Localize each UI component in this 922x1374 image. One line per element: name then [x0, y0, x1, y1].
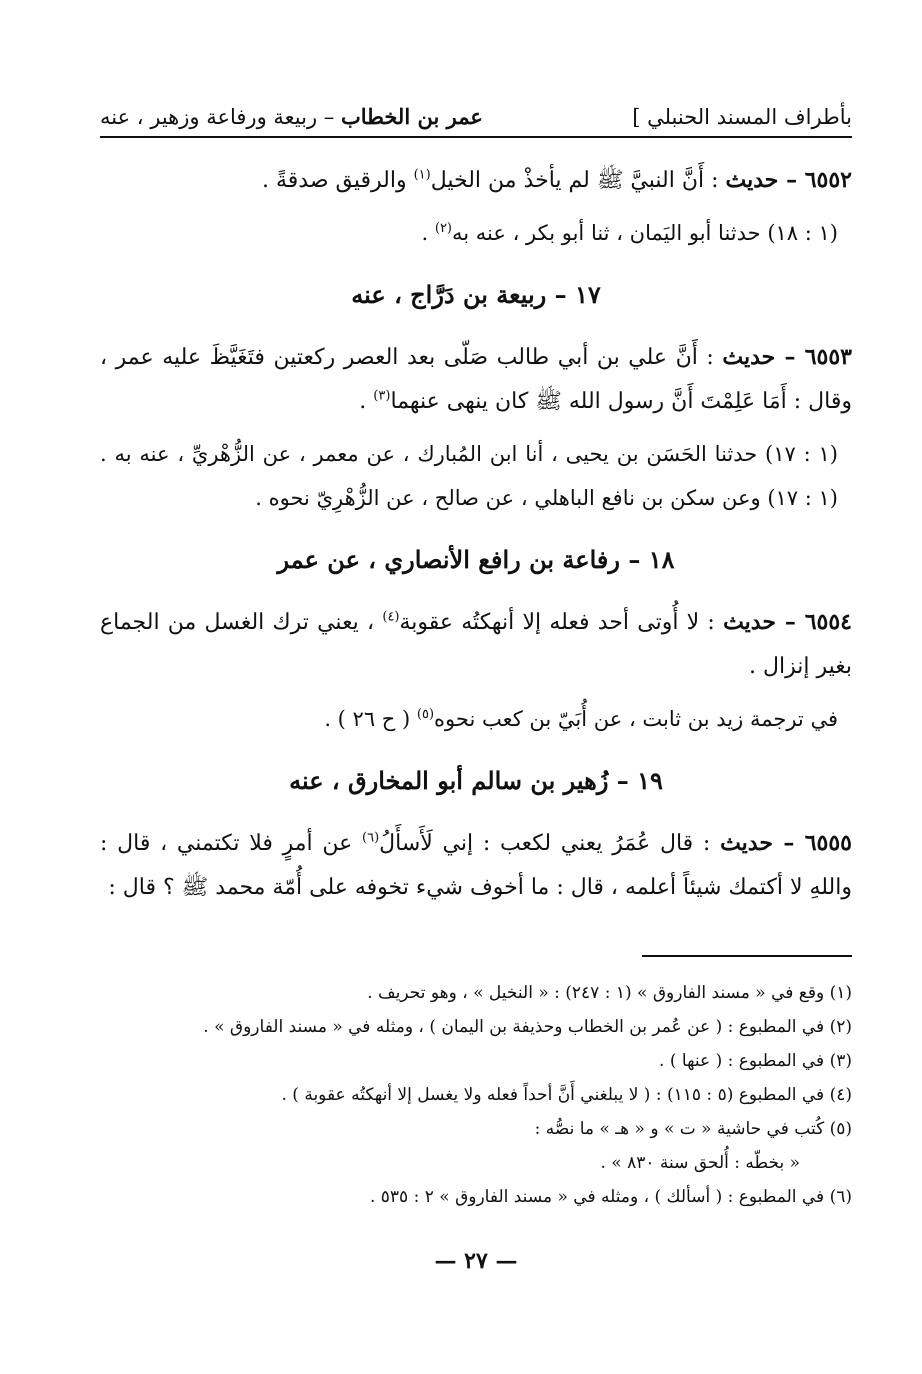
- entry-text-tail: عن أمرٍ فلا تكتمني ، قال : واللهِ لا أكتمك شيئاً أعلمه ، قال : ما أخوف شيء تخوفه على أُمّة محمد ﷺ ؟ قال :: [100, 831, 852, 900]
- source-chain-6553: (١ : ١٧) حدثنا الحَسَن بن يحيى ، أنا ابن المُبارك ، عن معمر ، عن الزُّهْريِّ ، عنه به . (١ : ١٧) وعن سكن بن نافع الباهلي ، عن صالح ، عن الزُّهْرِيّ نحوه .: [100, 442, 838, 510]
- entry-text: : قال عُمَرُ يعني لكعب : إني لَأَسأَلُ: [379, 831, 721, 856]
- entry-text: : لا أُوتى أحد فعله إلا أنهكتُه عقوبة: [399, 610, 724, 635]
- footnote-ref: (٣): [373, 388, 391, 404]
- footnote-ref: (٦): [362, 830, 380, 846]
- entry-keyword: – حديث: [723, 609, 805, 635]
- entry-text-tail: والرقيق صدقةً .: [261, 168, 414, 193]
- source-text: (١ : ١٨) حدثنا أبو اليَمان ، ثنا أبو بكر ، عنه به: [452, 221, 838, 245]
- source-text-tail: ( ح ٢٦ ) .: [324, 707, 417, 731]
- entry-number: ٦٥٥٤: [804, 609, 852, 635]
- page-number: — ٢٧ —: [434, 1248, 518, 1274]
- footnote-ref: (١): [413, 167, 431, 183]
- entry-text: : أَنَّ النبيَّ ﷺ لم يأخذْ من الخيل: [430, 168, 726, 193]
- entry-keyword: – حديث: [725, 167, 805, 193]
- source-chain-6554: [100, 697, 852, 741]
- hadith-entry-6555: [100, 821, 852, 910]
- hadith-entry-6553: [100, 335, 852, 424]
- source-text: في ترجمة زيد بن ثابت ، عن أُبَيّ بن كعب نحوه: [434, 707, 838, 731]
- hadith-entry-6552: [100, 158, 852, 203]
- entry-text: : أَنَّ علي بن أبي طالب صَلّى بعد العصر ركعتين فتَغَيَّظَ عليه عمر ، وقال : أَمَا عَلِمْتَ أَنَّ رسول الله ﷺ كان ينهى عنهما: [100, 345, 852, 414]
- section-heading-18: ١٨ – رفاعة بن رافع الأنصاري ، عن عمر: [277, 545, 675, 574]
- entry-keyword: – حديث: [722, 344, 805, 370]
- entry-number: ٦٥٥٢: [804, 167, 852, 193]
- footnote-4: (٤) في المطبوع (٥ : ١١٥) : ( لا يبلغني أَنَّ أحداً فعله ولا يغسل إلا أنهكتُه عقوبة ) .: [281, 1085, 852, 1105]
- running-header: [100, 96, 852, 138]
- footnote-5: (٥) كُتب في حاشية « ت » و « هـ » ما نصُّه :: [534, 1119, 852, 1139]
- hadith-entry-6554: [100, 600, 852, 689]
- entry-text-tail: ، يعني ترك الغسل من الجماع بغير إنزال .: [100, 610, 852, 679]
- footnote-1: (١) وقع في « مسند الفاروق » (١ : ٢٤٧) : « النخيل » ، وهو تحريف .: [367, 983, 852, 1003]
- footnote-ref: (٤): [382, 609, 400, 625]
- footnote-ref: (٥): [416, 707, 435, 722]
- book-page: [100, 0, 852, 1374]
- entry-keyword: – حديث: [720, 830, 805, 856]
- header-book-title: بأطراف المسند الحنبلي ]: [632, 105, 852, 129]
- footnote-divider: [642, 955, 852, 957]
- footnote-6: (٦) في المطبوع : ( أسألك ) ، ومثله في « مسند الفاروق » ٢ : ٥٣٥ .: [369, 1187, 852, 1207]
- footnotes: [100, 976, 852, 1214]
- footnote-2: (٢) في المطبوع : ( عن عُمر بن الخطاب وحذيفة بن اليمان ) ، ومثله في « مسند الفاروق » .: [203, 1017, 852, 1037]
- entry-number: ٦٥٥٣: [804, 344, 852, 370]
- entry-number: ٦٥٥٥: [804, 830, 852, 856]
- footnote-3: (٣) في المطبوع : ( عنها ) .: [659, 1051, 852, 1071]
- header-chapter-rest: – ربيعة ورفاعة وزهير ، عنه: [100, 105, 341, 129]
- footnote-ref: (٢): [434, 221, 452, 236]
- entry-text-tail: .: [359, 389, 374, 414]
- header-chapter-bold: عمر بن الخطاب: [340, 104, 483, 129]
- section-heading-19: ١٩ – زُهير بن سالم أبو المخارق ، عنه: [289, 766, 663, 795]
- header-chapter-title: [100, 102, 483, 132]
- section-heading-17: ١٧ – ربيعة بن دَرَّاج ، عنه: [351, 280, 601, 309]
- source-chain-6552: [100, 211, 852, 255]
- footnote-5-quote: « بخطّه : أُلحق سنة ٨٣٠ » .: [600, 1153, 800, 1173]
- page-body: [100, 158, 852, 910]
- source-text-tail: .: [421, 221, 435, 245]
